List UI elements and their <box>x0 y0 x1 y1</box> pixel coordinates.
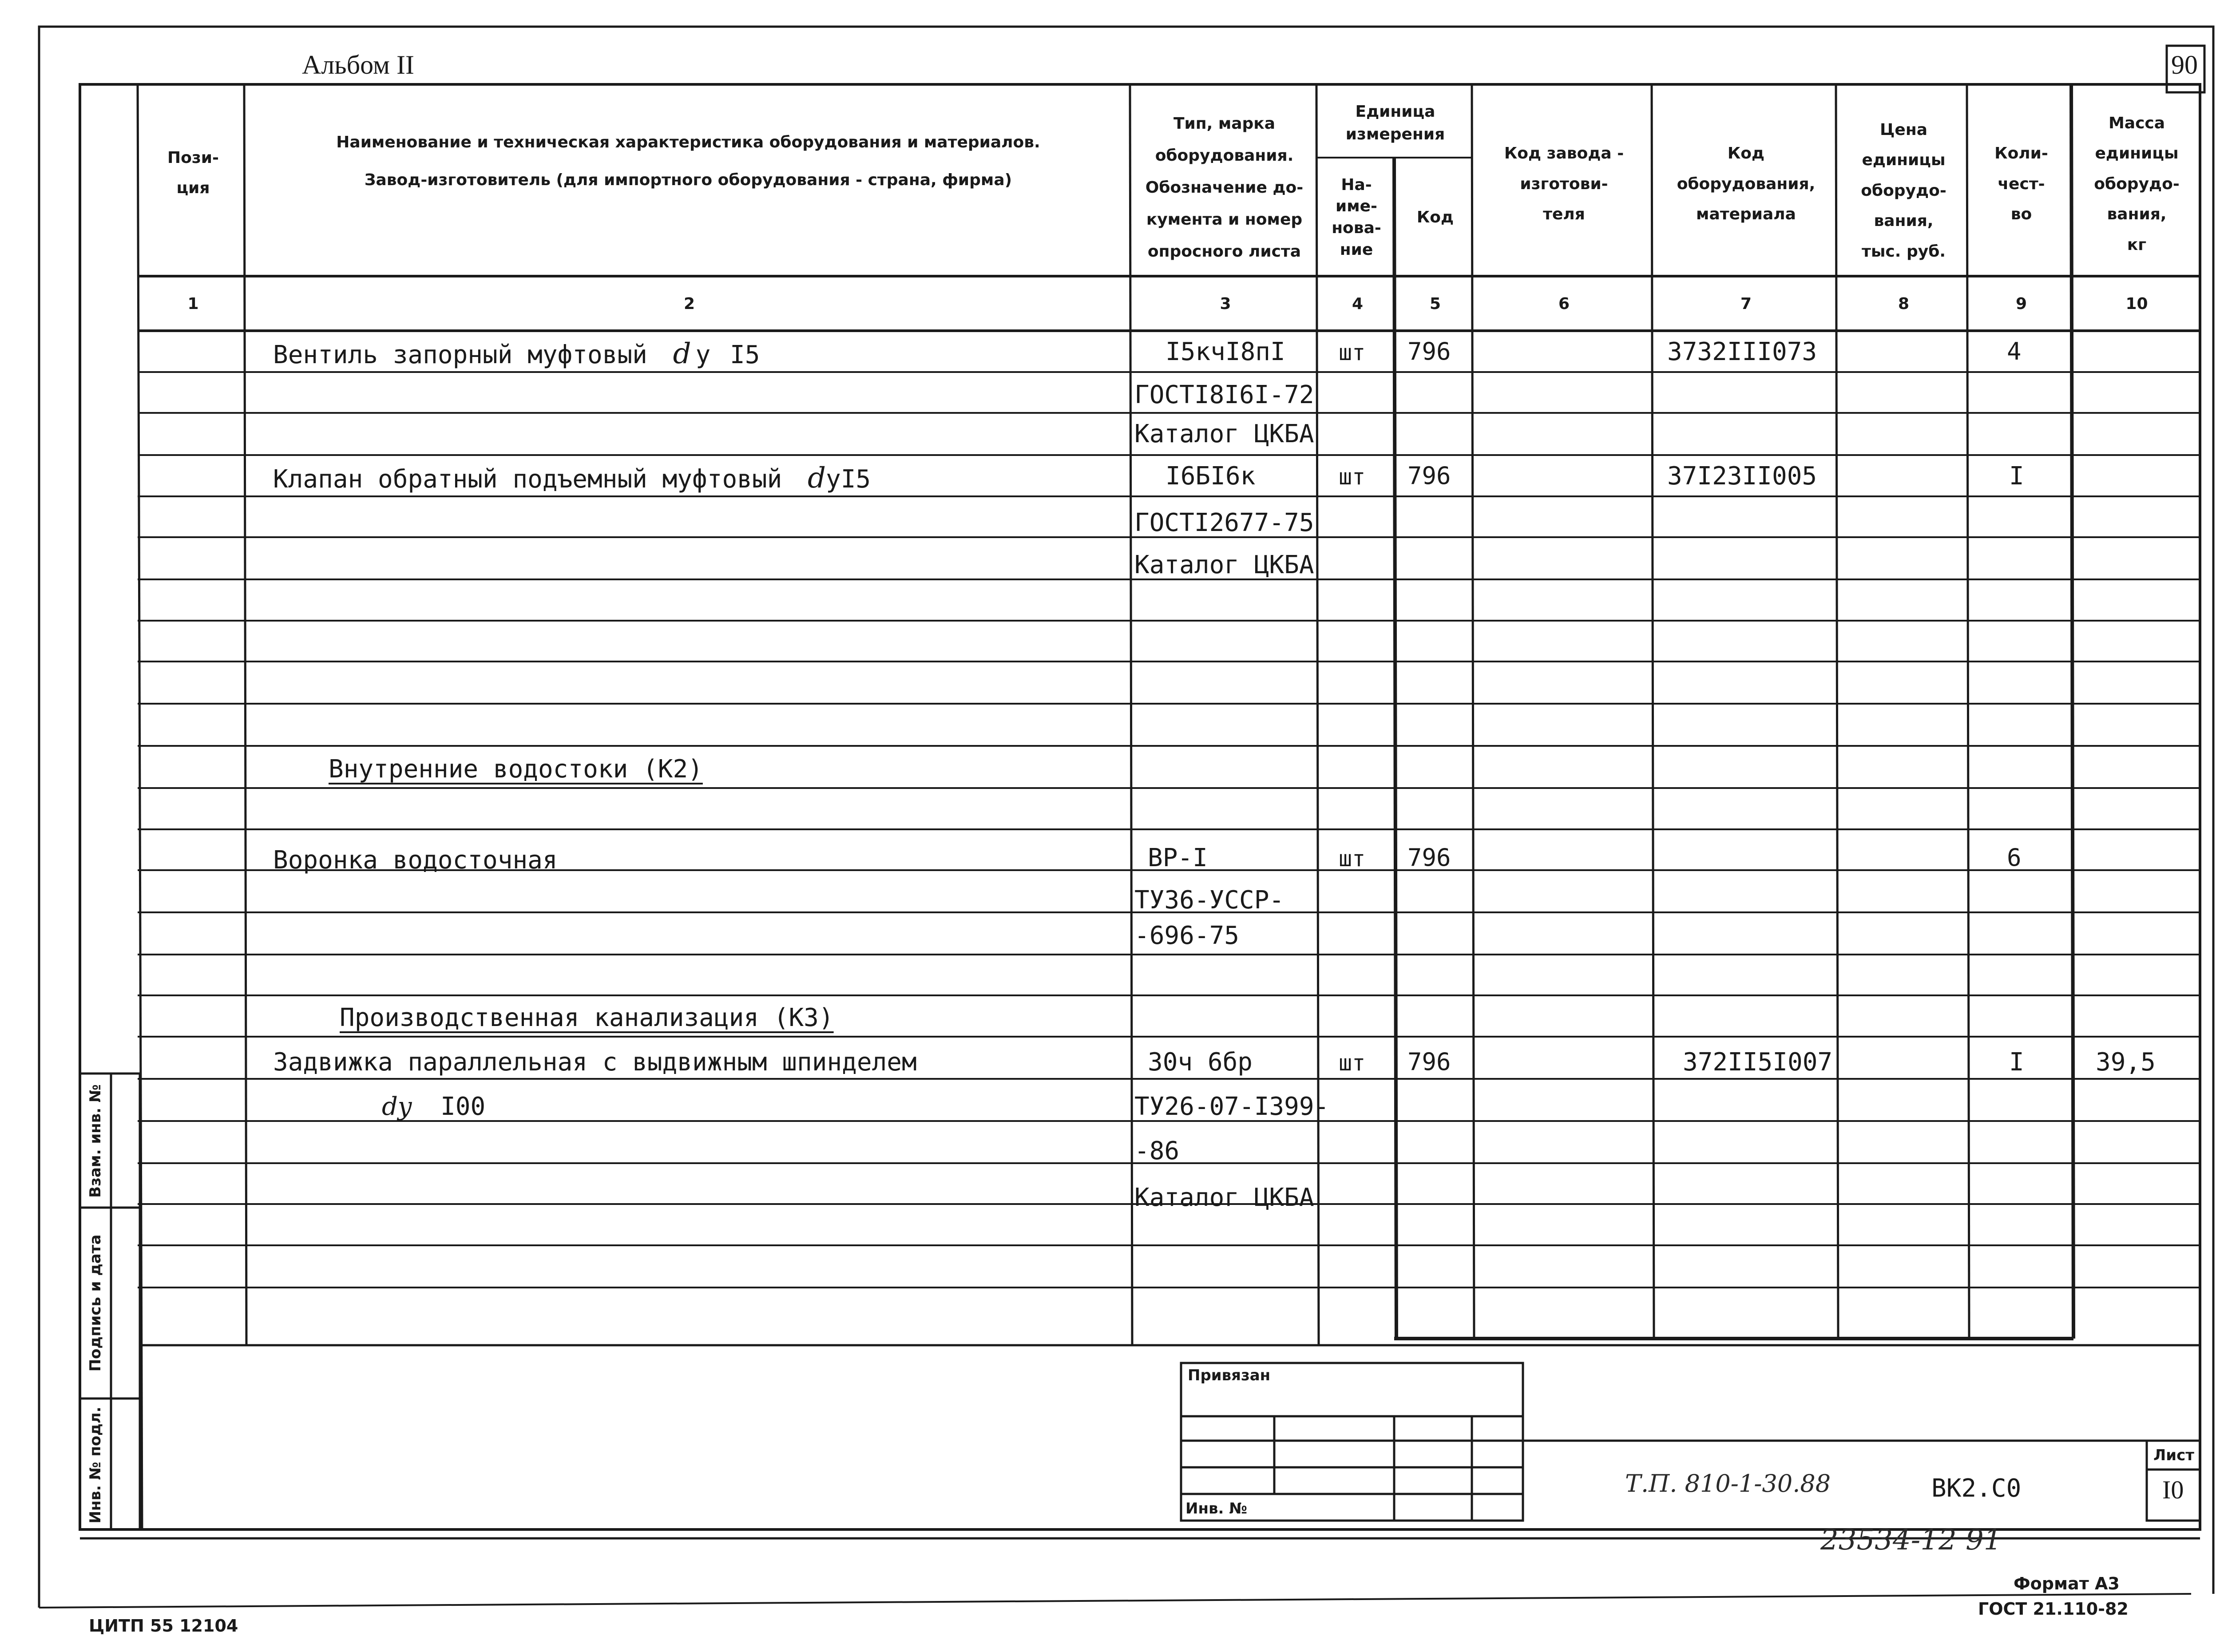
section-title-k2: Внутренние водостоки (К2) <box>329 755 703 784</box>
gost-label: ГОСТ 21.110-82 <box>1978 1599 2129 1619</box>
col-num-5: 5 <box>1429 294 1441 313</box>
col-num-8: 8 <box>1898 294 1910 313</box>
table-row-11-type: ТУ26-07-I399- <box>1134 1092 1329 1121</box>
table-row-10-code: 796 <box>1407 1048 1451 1076</box>
table-row-7-qty: 6 <box>2007 844 2022 872</box>
row-11-size: I00 <box>440 1092 486 1121</box>
title-block-project: Т.П. 810-1-30.88 <box>1625 1470 1831 1497</box>
table-row-10-name: Задвижка параллельная с выдвижным шпинделем <box>273 1048 917 1077</box>
table-row-13-type: Каталог ЦКБА <box>1134 1183 1314 1212</box>
col-num-6: 6 <box>1558 294 1570 313</box>
title-block-sheet-number: I0 <box>2162 1475 2184 1504</box>
title-block-sheet-label: Лист <box>2153 1446 2194 1464</box>
table-row-10-equip-code: 372II5I007 <box>1683 1048 1833 1077</box>
table-row-12-type: -86 <box>1134 1137 1180 1165</box>
row-4-dy-sub: у <box>826 465 841 494</box>
table-row-6-type: Каталог ЦКБА <box>1134 551 1314 579</box>
side-stamp-vzam: Взам. инв. № <box>87 1084 104 1198</box>
table-row-4-qty: I <box>2009 462 2024 491</box>
header-col-5: Код <box>1416 208 1454 226</box>
table-row-2-type: ГОСТI8I6I-72 <box>1134 380 1314 409</box>
table-row-3-type: Каталог ЦКБА <box>1134 420 1314 448</box>
header-col-6: Код завода - изготови- теля <box>1504 144 1624 224</box>
table-row-4-type: I6БI6к <box>1166 462 1256 491</box>
col-num-1: 1 <box>187 294 199 313</box>
header-unit-group: Единица измерения <box>1345 103 1445 143</box>
table-row-1-type: I5кчI8пI <box>1166 337 1285 366</box>
table-row-4-code: 796 <box>1407 462 1451 490</box>
col-num-4: 4 <box>1352 294 1364 313</box>
row-1-size: I5 <box>730 341 760 369</box>
table-row-10-type: 30ч 6бр <box>1148 1048 1253 1077</box>
side-stamp-inv: Инв. № подл. <box>87 1406 104 1524</box>
title-block-inv-no: Инв. № <box>1185 1500 1248 1517</box>
table-row-1-equip-code: 3732III073 <box>1667 337 1817 366</box>
col-num-9: 9 <box>2015 294 2027 313</box>
row-4-name-text: Клапан обратный подъемный муфтовый <box>273 465 782 494</box>
table-row-9-type: -696-75 <box>1134 921 1240 950</box>
row-1-dy-sub: у <box>695 341 711 369</box>
header-col-7: Код оборудования, материала <box>1677 144 1816 224</box>
row-1-name-text: Вентиль запорный муфтовый <box>273 341 647 369</box>
section-title-k3: Производственная канализация (К3) <box>340 1003 834 1032</box>
table-row-7-code: 796 <box>1407 844 1451 872</box>
table-row-7-name: Воронка водосточная <box>273 846 558 875</box>
header-col-8: Цена единицы оборудо- вания, тыс. руб. <box>1861 121 1946 261</box>
row-4-size: I5 <box>840 465 871 494</box>
title-block-privyazan: Привязан <box>1188 1367 1271 1384</box>
title-block-doc-code: ВК2.С0 <box>1931 1474 2022 1503</box>
table-row-1-code: 796 <box>1407 337 1451 365</box>
header-col-4: На- име- нова- ние <box>1332 175 1381 259</box>
table-row-4-equip-code: 37I23II005 <box>1667 462 1817 491</box>
handwritten-registration: 23534-12 91 <box>1820 1524 2002 1557</box>
col-num-2: 2 <box>683 294 695 313</box>
row-4-dy-symbol: d <box>808 462 826 495</box>
table-row-10-unit: шт <box>1339 1050 1366 1076</box>
header-col-2-subtitle: Завод-изготовитель (для импортного оборудования - страна, фирма) <box>364 171 1012 189</box>
side-stamp-podpis: Подпись и дата <box>87 1234 104 1372</box>
table-row-10-qty: I <box>2009 1048 2024 1077</box>
col-num-7: 7 <box>1740 294 1752 313</box>
row-1-dy-symbol: d <box>673 337 691 370</box>
table-row-4-unit: шт <box>1339 464 1366 490</box>
table-row-1-unit: шт <box>1339 340 1366 365</box>
header-col-2-title: Наименование и техническая характеристика оборудования и материалов. <box>336 133 1040 151</box>
table-row-7-type: ВР-I <box>1148 844 1208 872</box>
header-col-9: Коли- чест- во <box>1994 144 2048 224</box>
row-11-dy: dу <box>382 1092 412 1121</box>
table-row-5-type: ГОСТI2677-75 <box>1134 508 1314 537</box>
citp-label: ЦИТП 55 12104 <box>89 1616 238 1636</box>
table-row-7-unit: шт <box>1339 846 1366 872</box>
page-number: 90 <box>2171 50 2198 79</box>
col-num-3: 3 <box>1220 294 1231 313</box>
table-row-1-qty: 4 <box>2007 337 2022 365</box>
col-num-10: 10 <box>2125 294 2148 313</box>
header-col-10: Масса единицы оборудо- вания, кг <box>2094 114 2180 254</box>
header-col-1: Пози- ция <box>167 148 219 197</box>
header-col-3: Тип, марка оборудования. Обозначение до- кумента и номер опросного листа <box>1145 114 1304 261</box>
format-label: Формат А3 <box>2014 1574 2120 1593</box>
table-row-8-type: ТУ36-УССР- <box>1134 886 1284 915</box>
table-row-10-mass: 39,5 <box>2096 1048 2156 1077</box>
album-title: Альбом II <box>302 50 414 79</box>
